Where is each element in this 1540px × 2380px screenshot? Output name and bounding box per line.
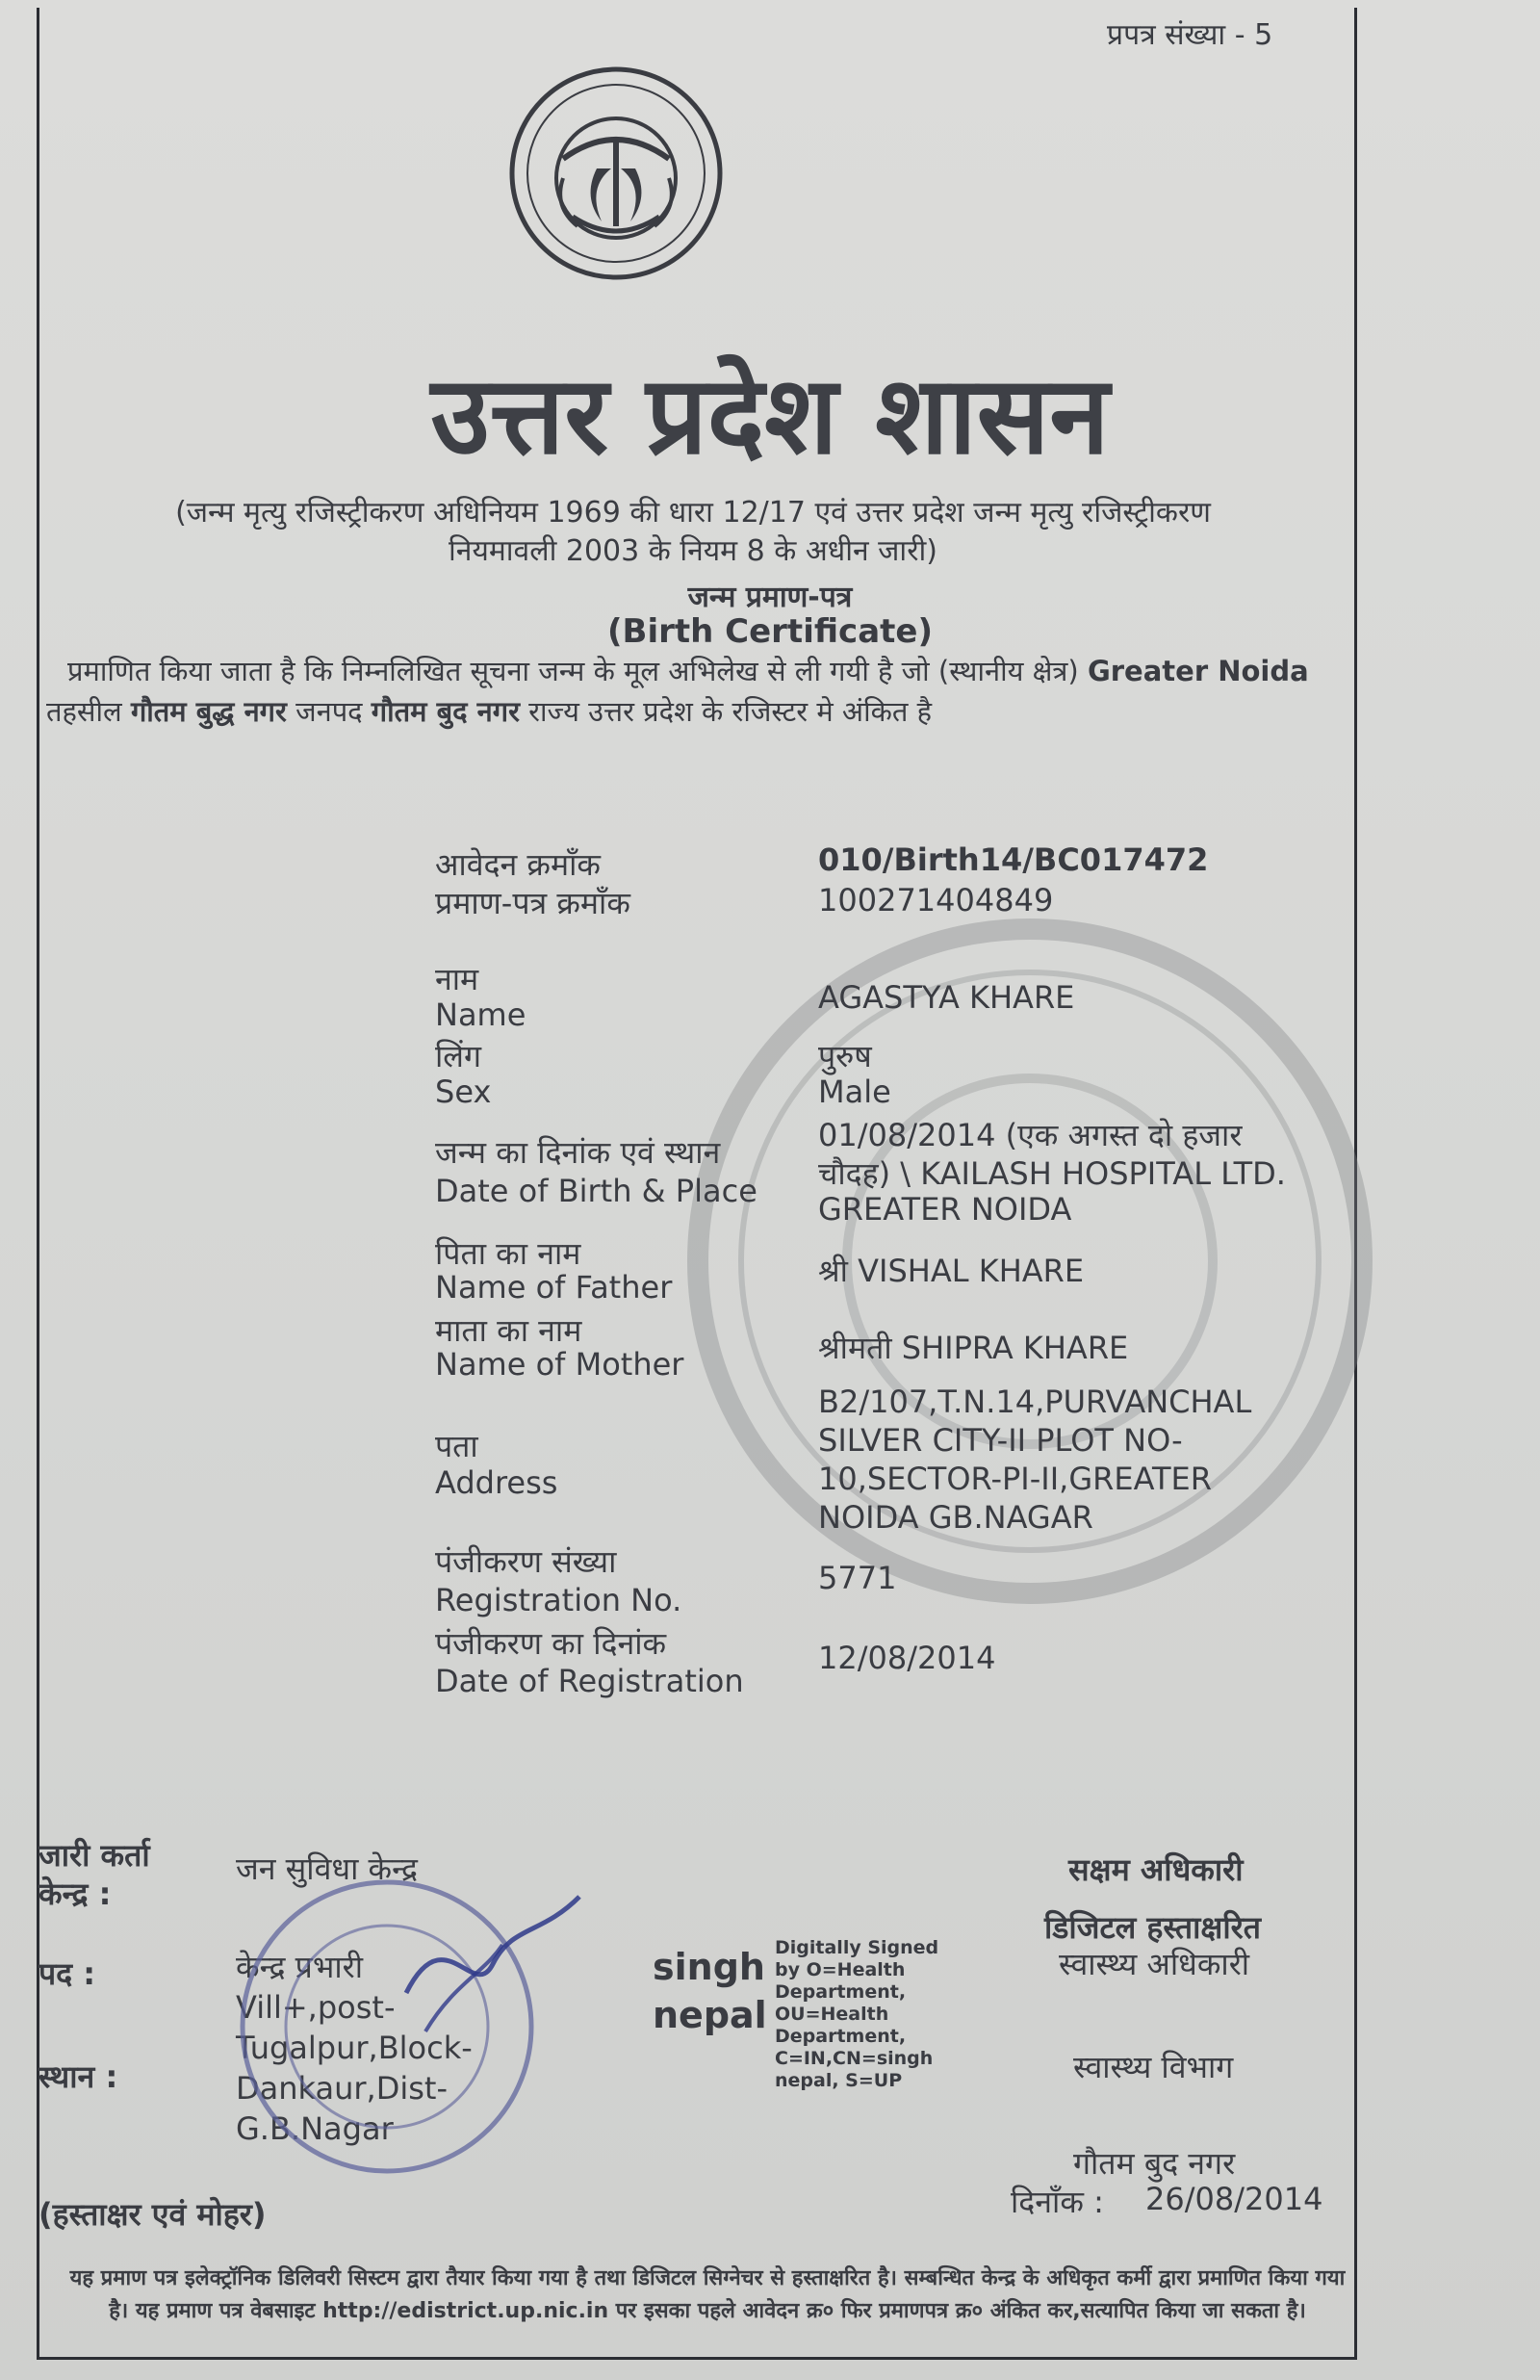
registration-no-label-hindi: पंजीकरण संख्या (435, 1543, 617, 1580)
ds-line: Department, (775, 2026, 907, 2047)
sex-label-hindi: लिंग (435, 1038, 482, 1074)
father-label-hindi: पिता का नाम (435, 1235, 581, 1272)
place-value: Vill+,post-Tugalpur,Block-Dankaur,Dist-G.B.Nagar (236, 1989, 473, 2147)
signature-label: (हस्ताक्षर एवं मोहर) (38, 2196, 267, 2233)
digital-signature-details (775, 1937, 938, 2092)
issue-date-value: 26/08/2014 (1145, 2181, 1323, 2217)
up-government-emblem (505, 63, 727, 284)
registration-no-value: 5771 (818, 1560, 897, 1596)
intro-part-2: तहसील (46, 695, 122, 728)
ds-line: nepal, S=UP (775, 2070, 903, 2091)
signer-name-line-2: nepal (653, 1994, 767, 2036)
dob-label-hindi: जन्म का दिनांक एवं स्थान (435, 1134, 721, 1171)
health-officer: स्वास्थ्य अधिकारी (1059, 1946, 1250, 1982)
address-label-hindi: पता (435, 1428, 478, 1464)
post-value: केन्द्र प्रभारी (236, 1949, 363, 1985)
dob-label-english: Date of Birth & Place (435, 1173, 757, 1209)
dob-line-2: चौदह) \ KAILASH HOSPITAL LTD. (818, 1155, 1286, 1192)
registration-date-value: 12/08/2014 (818, 1640, 996, 1676)
name-label-hindi: नाम (435, 961, 479, 997)
issue-date-label: दिनाँक : (1011, 2184, 1104, 2220)
address-line-3: 10,SECTOR-PI-II,GREATER (818, 1461, 1212, 1497)
competent-authority: सक्षम अधिकारी (1068, 1851, 1244, 1888)
father-name-value: श्री VISHAL KHARE (818, 1253, 1085, 1289)
application-no-label: आवेदन क्रमाँक (435, 846, 601, 883)
issuer-label-2: केन्द्र : (38, 1876, 112, 1912)
certificate-title-english: (Birth Certificate) (606, 612, 933, 651)
ds-line: by O=Health (775, 1959, 906, 1980)
health-department: स्वास्थ्य विभाग (1073, 2049, 1234, 2085)
dob-line-1: 01/08/2014 (एक अगस्त दो हजार (818, 1117, 1243, 1153)
government-title: उत्तर प्रदेश शासन (430, 353, 1110, 479)
sex-value-english: Male (818, 1074, 891, 1110)
signer-name-line-1: singh (653, 1946, 765, 1988)
mother-label-english: Name of Mother (435, 1346, 684, 1383)
intro-part-4: राज्य उत्तर प्रदेश के रजिस्टर मे अंकित है (528, 695, 933, 728)
issuer-value: जन सुविधा केन्द्र (236, 1850, 418, 1887)
tehsil: गौतम बुद्ध नगर (130, 695, 287, 728)
address-line-2: SILVER CITY-II PLOT NO- (818, 1422, 1183, 1459)
registration-date-label-english: Date of Registration (435, 1663, 744, 1699)
ds-line: Department, (775, 1981, 907, 2003)
name-value: AGASTYA KHARE (818, 979, 1075, 1016)
form-number: प्रपत्र संख्या - 5 (1107, 18, 1273, 52)
verification-note: यह प्रमाण पत्र इलेक्ट्रॉनिक डिलिवरी सिस्टम द्वारा तैयार किया गया है तथा डिजिटल सिग्नेचर से हस्ताक्षरित है। सम्बन्धित केन्द्र के अधिकृत कर्मी द्वारा प्रमाणित किया गया है। यह प्रमाण पत्र वेबसाइट http://edistrict.up.nic.in पर इसका पहले आवेदन क्र० फिर प्रमाणपत्र क्र० अंकित कर,सत्यापित किया जा सकता है। (69, 2266, 1346, 2323)
address-line-1: B2/107,T.N.14,PURVANCHAL (818, 1384, 1252, 1420)
ds-line: Digitally Signed (775, 1937, 939, 1958)
mother-label-hindi: माता का नाम (435, 1312, 582, 1349)
application-no-value: 010/Birth14/BC017472 (818, 841, 1209, 878)
issuer-label-1: जारी कर्ता (38, 1837, 150, 1874)
sex-value-hindi: पुरुष (818, 1038, 872, 1074)
district: गौतम बुद नगर (371, 695, 520, 728)
sex-label-english: Sex (435, 1074, 492, 1110)
post-label: पद : (38, 1955, 96, 1992)
address-line-4: NOIDA GB.NAGAR (818, 1499, 1093, 1536)
registration-no-label-english: Registration No. (435, 1582, 682, 1618)
certification-statement (46, 651, 1355, 732)
dob-line-3: GREATER NOIDA (818, 1191, 1072, 1228)
footer-district: गौतम बुद नगर (1073, 2145, 1236, 2182)
ds-line: C=IN,CN=singh (775, 2048, 934, 2069)
local-area: Greater Noida (1087, 655, 1309, 687)
mother-name-value: श्रीमती SHIPRA KHARE (818, 1330, 1129, 1366)
intro-part-1: प्रमाणित किया जाता है कि निम्नलिखित सूचना जन्म के मूल अभिलेख से ली गयी है जो (स्थानीय क्षेत्र) (67, 655, 1079, 687)
intro-part-3: जनपद (295, 695, 363, 728)
digital-signature-label: डिजिटल हस्ताक्षरित (1044, 1909, 1261, 1946)
act-line-2: नियमावली 2003 के नियम 8 के अधीन जारी) (449, 534, 937, 568)
address-label-english: Address (435, 1464, 558, 1501)
issuer-stamp (223, 1877, 589, 2186)
registration-date-label-hindi: पंजीकरण का दिनांक (435, 1625, 667, 1662)
ds-line: OU=Health (775, 2004, 889, 2025)
certificate-no-value: 100271404849 (818, 882, 1054, 918)
certificate-title-hindi: जन्म प्रमाण-पत्र (687, 581, 853, 614)
signer-name (653, 1943, 767, 2039)
act-line-1: (जन्म मृत्यु रजिस्ट्रीकरण अधिनियम 1969 की धारा 12/17 एवं उत्तर प्रदेश जन्म मृत्यु रजिस्ट्रीकरण (175, 496, 1211, 530)
father-label-english: Name of Father (435, 1269, 673, 1306)
name-label-english: Name (435, 996, 526, 1033)
certificate-no-label: प्रमाण-पत्र क्रमाँक (435, 885, 630, 921)
place-label: स्थान : (38, 2058, 118, 2095)
